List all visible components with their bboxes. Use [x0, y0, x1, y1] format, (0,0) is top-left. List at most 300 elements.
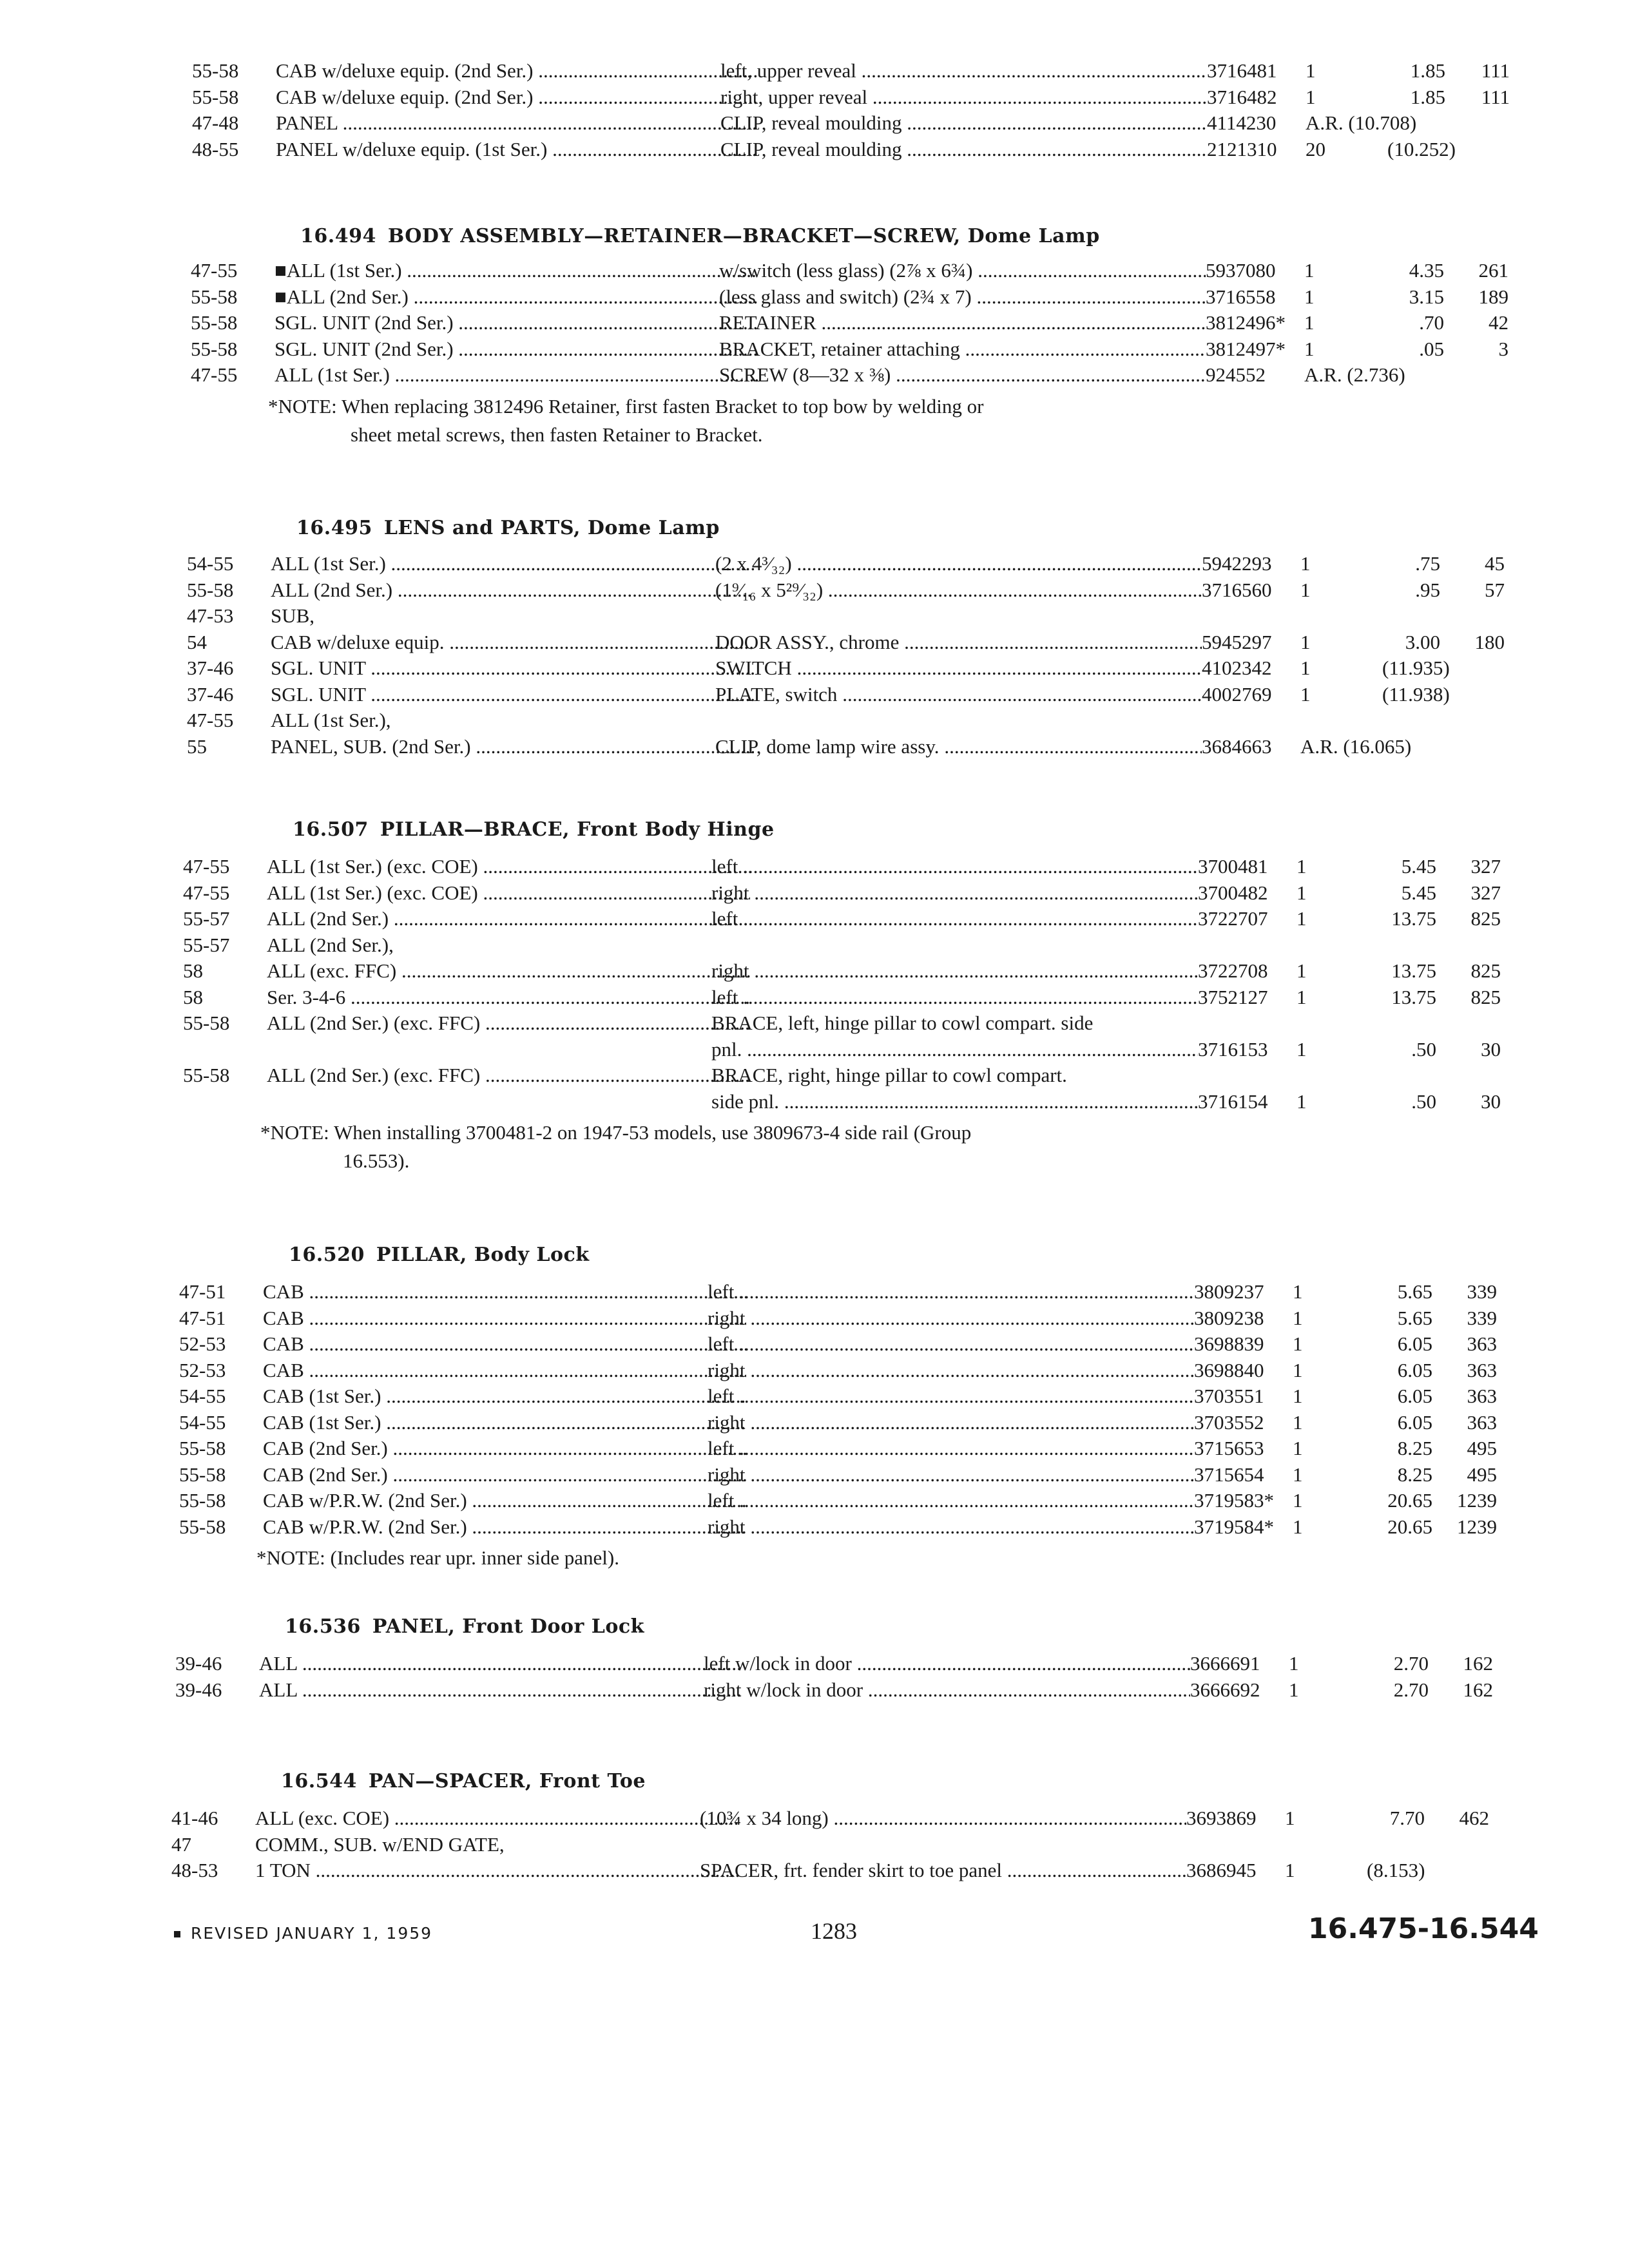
- quantity: [1300, 551, 1362, 577]
- part-detail-text: BRACE, right, hinge pillar to cowl compart.: [711, 1064, 1067, 1086]
- list-price-text: (10.252): [1387, 137, 1456, 160]
- model-years: [191, 362, 268, 388]
- model-description-text: CAB (2nd Ser.): [263, 1463, 388, 1486]
- model-description: [259, 1651, 742, 1677]
- part-detail: [720, 110, 1207, 136]
- quantity-text: 1: [1300, 578, 1311, 601]
- list-price: [1386, 284, 1444, 310]
- model-description-text: CAB w/P.R.W. (2nd Ser.): [263, 1489, 467, 1512]
- price-code: [1452, 1488, 1497, 1514]
- model-years: [187, 655, 264, 681]
- part-detail-text: SWITCH: [715, 657, 792, 679]
- part-detail: [715, 682, 1202, 707]
- section-title: PILLAR, Body Lock: [376, 1244, 590, 1266]
- part-number-text: 5945297: [1202, 630, 1272, 653]
- model-description-text: ALL (1st Ser.): [271, 552, 386, 575]
- list-price: [1378, 854, 1436, 879]
- section-number: 16.544: [281, 1770, 357, 1792]
- quantity: [1304, 362, 1405, 388]
- part-number-text: 3752127: [1198, 985, 1268, 1008]
- model-years: [183, 932, 260, 958]
- model-description-text: ALL (2nd Ser.) (exc. FFC): [267, 1064, 481, 1086]
- model-description: [263, 1331, 746, 1357]
- part-detail-text: CLIP, reveal moulding: [720, 137, 902, 160]
- quantity: [1300, 629, 1362, 655]
- model-years: [179, 1279, 256, 1305]
- model-description: [267, 932, 750, 958]
- part-detail: [711, 1089, 1198, 1115]
- part-number: [1194, 1358, 1284, 1383]
- part-number-text: 3684663: [1202, 735, 1272, 758]
- list-price-text: 8.25: [1397, 1437, 1432, 1459]
- quantity: [1306, 137, 1367, 162]
- list-price-text: 5.45: [1401, 855, 1436, 878]
- model-description-text: PANEL: [276, 111, 338, 134]
- model-description: [255, 1805, 738, 1831]
- list-price: [1386, 336, 1444, 362]
- list-price-text: 13.75: [1391, 907, 1436, 930]
- model-years: [187, 707, 264, 733]
- part-detail-text: left: [708, 1280, 735, 1303]
- model-description-text: ALL: [259, 1652, 298, 1675]
- part-number-text: 3715653: [1194, 1437, 1264, 1459]
- part-detail: [708, 1462, 1194, 1488]
- section-title: BODY ASSEMBLY—RETAINER—BRACKET—SCREW, Dome Lamp: [387, 225, 1100, 247]
- model-description-text: ALL: [259, 1678, 298, 1701]
- part-detail: [720, 137, 1207, 162]
- model-years: [192, 137, 269, 162]
- model-years-text: 58: [183, 985, 203, 1008]
- part-detail: [719, 336, 1206, 362]
- part-detail-text: (less glass and switch) (2¾ x 7): [719, 285, 972, 308]
- price-code-text: 363: [1467, 1410, 1497, 1434]
- quantity-text: A.R. (10.708): [1306, 111, 1417, 134]
- part-number-text: 3703551: [1194, 1385, 1264, 1407]
- part-number: [1194, 1514, 1284, 1540]
- part-detail: [711, 958, 1198, 984]
- part-detail: [711, 1010, 1198, 1036]
- part-number-text: 3812497*: [1206, 337, 1286, 360]
- model-years: [171, 1858, 249, 1883]
- price-code: [1460, 551, 1505, 577]
- list-price-text: .50: [1411, 1090, 1436, 1113]
- price-code-text: 57: [1485, 578, 1505, 601]
- list-price-text: 1.85: [1410, 85, 1445, 108]
- section-note: *NOTE: (Includes rear upr. inner side panel).: [256, 1546, 619, 1569]
- part-number-text: 4002769: [1202, 682, 1272, 706]
- list-price: [1382, 682, 1450, 707]
- price-code: [1463, 336, 1509, 362]
- part-detail: [711, 1037, 1198, 1062]
- list-price: [1382, 577, 1440, 603]
- part-number-text: 3698839: [1194, 1332, 1264, 1355]
- list-price: [1378, 1037, 1436, 1062]
- part-row: [175, 1651, 1503, 1677]
- list-price: [1371, 1651, 1429, 1677]
- quantity-text: 20: [1306, 137, 1325, 160]
- part-number-text: 3716482: [1207, 85, 1277, 108]
- list-price-text: 20.65: [1387, 1515, 1432, 1538]
- part-row: [187, 682, 1514, 707]
- model-description: [263, 1305, 746, 1331]
- part-number-text: 3700481: [1198, 855, 1268, 878]
- part-number-text: 3715654: [1194, 1463, 1264, 1486]
- list-price-text: .75: [1415, 552, 1440, 575]
- model-years-text: 54-55: [179, 1385, 226, 1407]
- list-price-text: 20.65: [1387, 1489, 1432, 1512]
- part-detail-text: (1⁹⁄₁₆ x 5²⁹⁄₃₂): [715, 578, 824, 601]
- part-row: [179, 1305, 1507, 1331]
- part-number: [1202, 734, 1292, 760]
- quantity-text: 1: [1296, 855, 1307, 878]
- part-number-text: 3716154: [1198, 1090, 1268, 1113]
- model-description: [271, 577, 754, 603]
- part-number-text: 5937080: [1206, 259, 1276, 282]
- section-note: *NOTE: When replacing 3812496 Retainer, first fasten Bracket to top bow by welding or: [268, 394, 984, 418]
- part-number: [1207, 110, 1297, 136]
- section-heading: [300, 224, 1100, 249]
- part-detail: [715, 551, 1202, 577]
- price-code: [1452, 1410, 1497, 1436]
- model-years-text: 55-58: [179, 1515, 226, 1538]
- model-years: [192, 84, 269, 110]
- list-price-text: 2.70: [1393, 1678, 1429, 1701]
- part-number: [1206, 258, 1296, 284]
- price-code: [1463, 310, 1509, 336]
- model-years: [191, 310, 268, 336]
- model-description: [271, 603, 754, 629]
- model-years-text: 47-55: [183, 855, 230, 878]
- part-detail-text: side pnl.: [711, 1090, 780, 1113]
- quantity: [1300, 734, 1412, 760]
- part-row: [187, 655, 1514, 681]
- part-detail: [708, 1279, 1194, 1305]
- part-detail-text: right: [711, 959, 749, 982]
- model-description-text: SGL. UNIT (2nd Ser.): [275, 311, 454, 334]
- part-detail: [719, 362, 1206, 388]
- part-number-text: 3716481: [1207, 59, 1277, 82]
- quantity-text: 1: [1300, 682, 1311, 706]
- part-row: [192, 58, 1519, 84]
- part-row: [179, 1488, 1507, 1514]
- model-years: [175, 1651, 253, 1677]
- price-code-text: 30: [1481, 1037, 1501, 1061]
- part-detail-text: left w/lock in door: [704, 1652, 852, 1675]
- quantity: [1293, 1331, 1354, 1357]
- list-price: [1374, 1410, 1432, 1436]
- part-detail-text: PLATE, switch: [715, 682, 838, 706]
- price-code: [1452, 1279, 1497, 1305]
- part-number-text: 3719583*: [1194, 1489, 1274, 1512]
- model-description-text: ALL (2nd Ser.),: [267, 933, 394, 956]
- model-years-text: 47-55: [191, 363, 238, 386]
- model-description-text: SGL. UNIT (2nd Ser.): [275, 337, 454, 360]
- model-years-text: 55-58: [179, 1489, 226, 1512]
- model-description: [267, 985, 750, 1010]
- price-code-text: 111: [1481, 85, 1510, 108]
- part-detail-text: w/switch (less glass) (2⅞ x 6¾): [719, 259, 973, 282]
- part-number: [1194, 1436, 1284, 1461]
- price-code: [1463, 258, 1509, 284]
- quantity: [1285, 1858, 1346, 1883]
- model-years-text: 55-58: [192, 59, 239, 82]
- quantity: [1293, 1488, 1354, 1514]
- list-price: [1374, 1305, 1432, 1331]
- quantity-text: A.R. (16.065): [1300, 735, 1412, 758]
- model-description: [263, 1410, 746, 1436]
- list-price: [1387, 58, 1445, 84]
- part-row: [191, 336, 1518, 362]
- section-heading: [285, 1614, 644, 1640]
- model-description: [263, 1383, 746, 1409]
- list-price-text: 3.15: [1409, 285, 1444, 308]
- model-years: [179, 1462, 256, 1488]
- model-years: [192, 110, 269, 136]
- part-row: [191, 310, 1518, 336]
- quantity-text: 1: [1293, 1463, 1303, 1486]
- quantity-text: 1: [1296, 985, 1307, 1008]
- price-code-text: 825: [1470, 985, 1501, 1008]
- model-description-text: ■ALL (2nd Ser.): [275, 285, 409, 308]
- model-description-text: CAB (1st Ser.): [263, 1385, 381, 1407]
- model-years: [179, 1358, 256, 1383]
- model-years: [179, 1383, 256, 1409]
- model-description-text: ALL (2nd Ser.) (exc. FFC): [267, 1012, 481, 1034]
- list-price: [1374, 1436, 1432, 1461]
- quantity-text: 1: [1300, 552, 1311, 575]
- quantity: [1289, 1677, 1350, 1703]
- model-description-text: ALL (1st Ser.) (exc. COE): [267, 855, 478, 878]
- part-detail: [720, 84, 1207, 110]
- model-description: [271, 629, 754, 655]
- model-years-text: 54: [187, 630, 207, 653]
- part-detail-text: right: [708, 1306, 746, 1329]
- model-years-text: 41-46: [171, 1807, 218, 1829]
- model-years-text: 54-55: [187, 552, 234, 575]
- price-code: [1460, 629, 1505, 655]
- model-description-text: CAB: [263, 1332, 304, 1355]
- part-number: [1202, 577, 1292, 603]
- part-row: [183, 958, 1510, 984]
- model-years: [191, 258, 268, 284]
- price-code-text: 1239: [1457, 1489, 1497, 1512]
- part-number: [1206, 362, 1296, 388]
- part-number-text: 3809238: [1194, 1306, 1264, 1329]
- part-number: [1194, 1305, 1284, 1331]
- quantity: [1306, 110, 1417, 136]
- part-number-text: 3716153: [1198, 1037, 1268, 1061]
- model-description: [276, 84, 759, 110]
- quantity-text: 1: [1293, 1410, 1303, 1434]
- part-detail: [708, 1410, 1194, 1436]
- model-description-text: 1 TON: [255, 1859, 311, 1881]
- list-price-text: 13.75: [1391, 985, 1436, 1008]
- part-number: [1194, 1331, 1284, 1357]
- quantity: [1296, 906, 1358, 932]
- part-detail-text: right: [708, 1410, 746, 1434]
- section-title: PILLAR—BRACE, Front Body Hinge: [380, 818, 775, 841]
- part-detail-text: SCREW (8—32 x ⅜): [719, 363, 891, 386]
- part-row: [183, 1037, 1510, 1062]
- list-price: [1374, 1514, 1432, 1540]
- footer-page-number: 1283: [811, 1918, 857, 1944]
- price-code-text: 162: [1463, 1678, 1493, 1701]
- quantity: [1293, 1436, 1354, 1461]
- list-price-text: .05: [1419, 337, 1444, 360]
- part-detail-text: (10¾ x 34 long): [700, 1807, 829, 1829]
- section-number: 16.536: [285, 1615, 361, 1638]
- model-years-text: 47-51: [179, 1306, 226, 1329]
- model-description: [255, 1832, 738, 1858]
- part-detail: [708, 1514, 1194, 1540]
- model-years-text: 55-58: [192, 85, 239, 108]
- part-number-text: 3700482: [1198, 881, 1268, 904]
- part-detail: [719, 284, 1206, 310]
- model-description: [267, 1010, 750, 1036]
- quantity: [1306, 84, 1367, 110]
- price-code: [1456, 985, 1501, 1010]
- quantity: [1293, 1410, 1354, 1436]
- quantity: [1300, 682, 1362, 707]
- model-years-text: 47-51: [179, 1280, 226, 1303]
- part-detail-text: right w/lock in door: [704, 1678, 863, 1701]
- part-row: [187, 603, 1514, 629]
- model-years: [179, 1436, 256, 1461]
- model-years-text: 37-46: [187, 657, 234, 679]
- quantity-text: 1: [1293, 1385, 1303, 1407]
- part-row: [171, 1805, 1499, 1831]
- footer-section-range: 16.475-16.544: [1308, 1912, 1539, 1945]
- quantity-text: 1: [1293, 1437, 1303, 1459]
- list-price-text: 5.65: [1397, 1280, 1432, 1303]
- model-years-text: 55-58: [191, 285, 238, 308]
- model-description: [275, 284, 758, 310]
- part-detail-text: right: [708, 1463, 746, 1486]
- model-description: [275, 336, 758, 362]
- model-years: [187, 682, 264, 707]
- part-number: [1194, 1279, 1284, 1305]
- price-code-text: 339: [1467, 1306, 1497, 1329]
- price-code: [1448, 1677, 1493, 1703]
- model-description: [267, 854, 750, 879]
- price-code: [1452, 1514, 1497, 1540]
- part-detail-text: right, upper reveal: [720, 85, 868, 108]
- part-number-text: 3722707: [1198, 907, 1268, 930]
- list-price: [1378, 985, 1436, 1010]
- model-description-text: CAB: [263, 1280, 304, 1303]
- part-number-text: 3693869: [1186, 1807, 1257, 1829]
- quantity: [1285, 1805, 1346, 1831]
- model-years-text: 39-46: [175, 1652, 222, 1675]
- list-price: [1378, 1089, 1436, 1115]
- price-code: [1452, 1436, 1497, 1461]
- section-heading: [289, 1242, 590, 1268]
- model-description: [276, 137, 759, 162]
- model-description-text: ALL (exc. COE): [255, 1807, 390, 1829]
- model-years-text: 47-53: [187, 604, 234, 627]
- quantity: [1293, 1279, 1354, 1305]
- price-code-text: 495: [1467, 1437, 1497, 1459]
- price-code: [1460, 577, 1505, 603]
- part-detail-text: left: [708, 1489, 735, 1512]
- part-detail-text: (2 x 4³⁄₃₂): [715, 552, 792, 575]
- part-row: [179, 1331, 1507, 1357]
- part-number: [1198, 985, 1288, 1010]
- model-description: [275, 362, 758, 388]
- part-number: [1207, 137, 1297, 162]
- part-number-text: 3686945: [1186, 1859, 1257, 1881]
- quantity: [1296, 880, 1358, 906]
- quantity: [1293, 1305, 1354, 1331]
- list-price-text: .70: [1419, 311, 1444, 334]
- list-price-text: 6.05: [1397, 1358, 1432, 1381]
- model-years-text: 47-55: [183, 881, 230, 904]
- price-code-text: 495: [1467, 1463, 1497, 1486]
- quantity: [1293, 1383, 1354, 1409]
- part-detail: [720, 58, 1207, 84]
- model-description-text: ALL (1st Ser.) (exc. COE): [267, 881, 478, 904]
- quantity-text: 1: [1293, 1358, 1303, 1381]
- part-detail: [708, 1488, 1194, 1514]
- part-number: [1194, 1488, 1284, 1514]
- model-years-text: 55-58: [179, 1463, 226, 1486]
- part-detail-text: left: [708, 1385, 735, 1407]
- model-description-text: CAB: [263, 1358, 304, 1381]
- part-number: [1202, 551, 1292, 577]
- quantity: [1306, 58, 1367, 84]
- list-price: [1374, 1383, 1432, 1409]
- part-number-text: 924552: [1206, 363, 1266, 386]
- part-number: [1202, 682, 1292, 707]
- list-price-text: 6.05: [1397, 1410, 1432, 1434]
- list-price: [1382, 551, 1440, 577]
- section-heading: [281, 1769, 646, 1794]
- model-years: [175, 1677, 253, 1703]
- part-row: [187, 551, 1514, 577]
- part-number: [1207, 58, 1297, 84]
- part-row: [183, 906, 1510, 932]
- quantity: [1304, 284, 1365, 310]
- model-description: [263, 1514, 746, 1540]
- part-number: [1202, 629, 1292, 655]
- part-row: [179, 1436, 1507, 1461]
- quantity-text: A.R. (2.736): [1304, 363, 1405, 386]
- model-years-text: 55-57: [183, 907, 230, 930]
- part-number: [1198, 906, 1288, 932]
- part-row: [192, 137, 1519, 162]
- model-years-text: 55-58: [191, 337, 238, 360]
- quantity-text: 1: [1306, 59, 1316, 82]
- model-description: [267, 958, 750, 984]
- quantity-text: 1: [1296, 959, 1307, 982]
- quantity: [1293, 1462, 1354, 1488]
- section-heading: [293, 817, 775, 843]
- model-description: [271, 655, 754, 681]
- quantity: [1300, 655, 1362, 681]
- model-description-text: ALL (2nd Ser.): [271, 578, 393, 601]
- part-number-text: 3666692: [1190, 1678, 1260, 1701]
- part-row: [183, 854, 1510, 879]
- part-detail-text: SPACER, frt. fender skirt to toe panel: [700, 1859, 1002, 1881]
- list-price-text: (8.153): [1367, 1859, 1425, 1881]
- part-detail-text: BRACKET, retainer attaching: [719, 337, 960, 360]
- part-row: [171, 1858, 1499, 1883]
- list-price-text: .50: [1411, 1037, 1436, 1061]
- section-title: LENS and PARTS, Dome Lamp: [383, 517, 720, 539]
- part-number-text: 3809237: [1194, 1280, 1264, 1303]
- list-price-text: .95: [1415, 578, 1440, 601]
- model-description-text: Ser. 3-4-6: [267, 985, 346, 1008]
